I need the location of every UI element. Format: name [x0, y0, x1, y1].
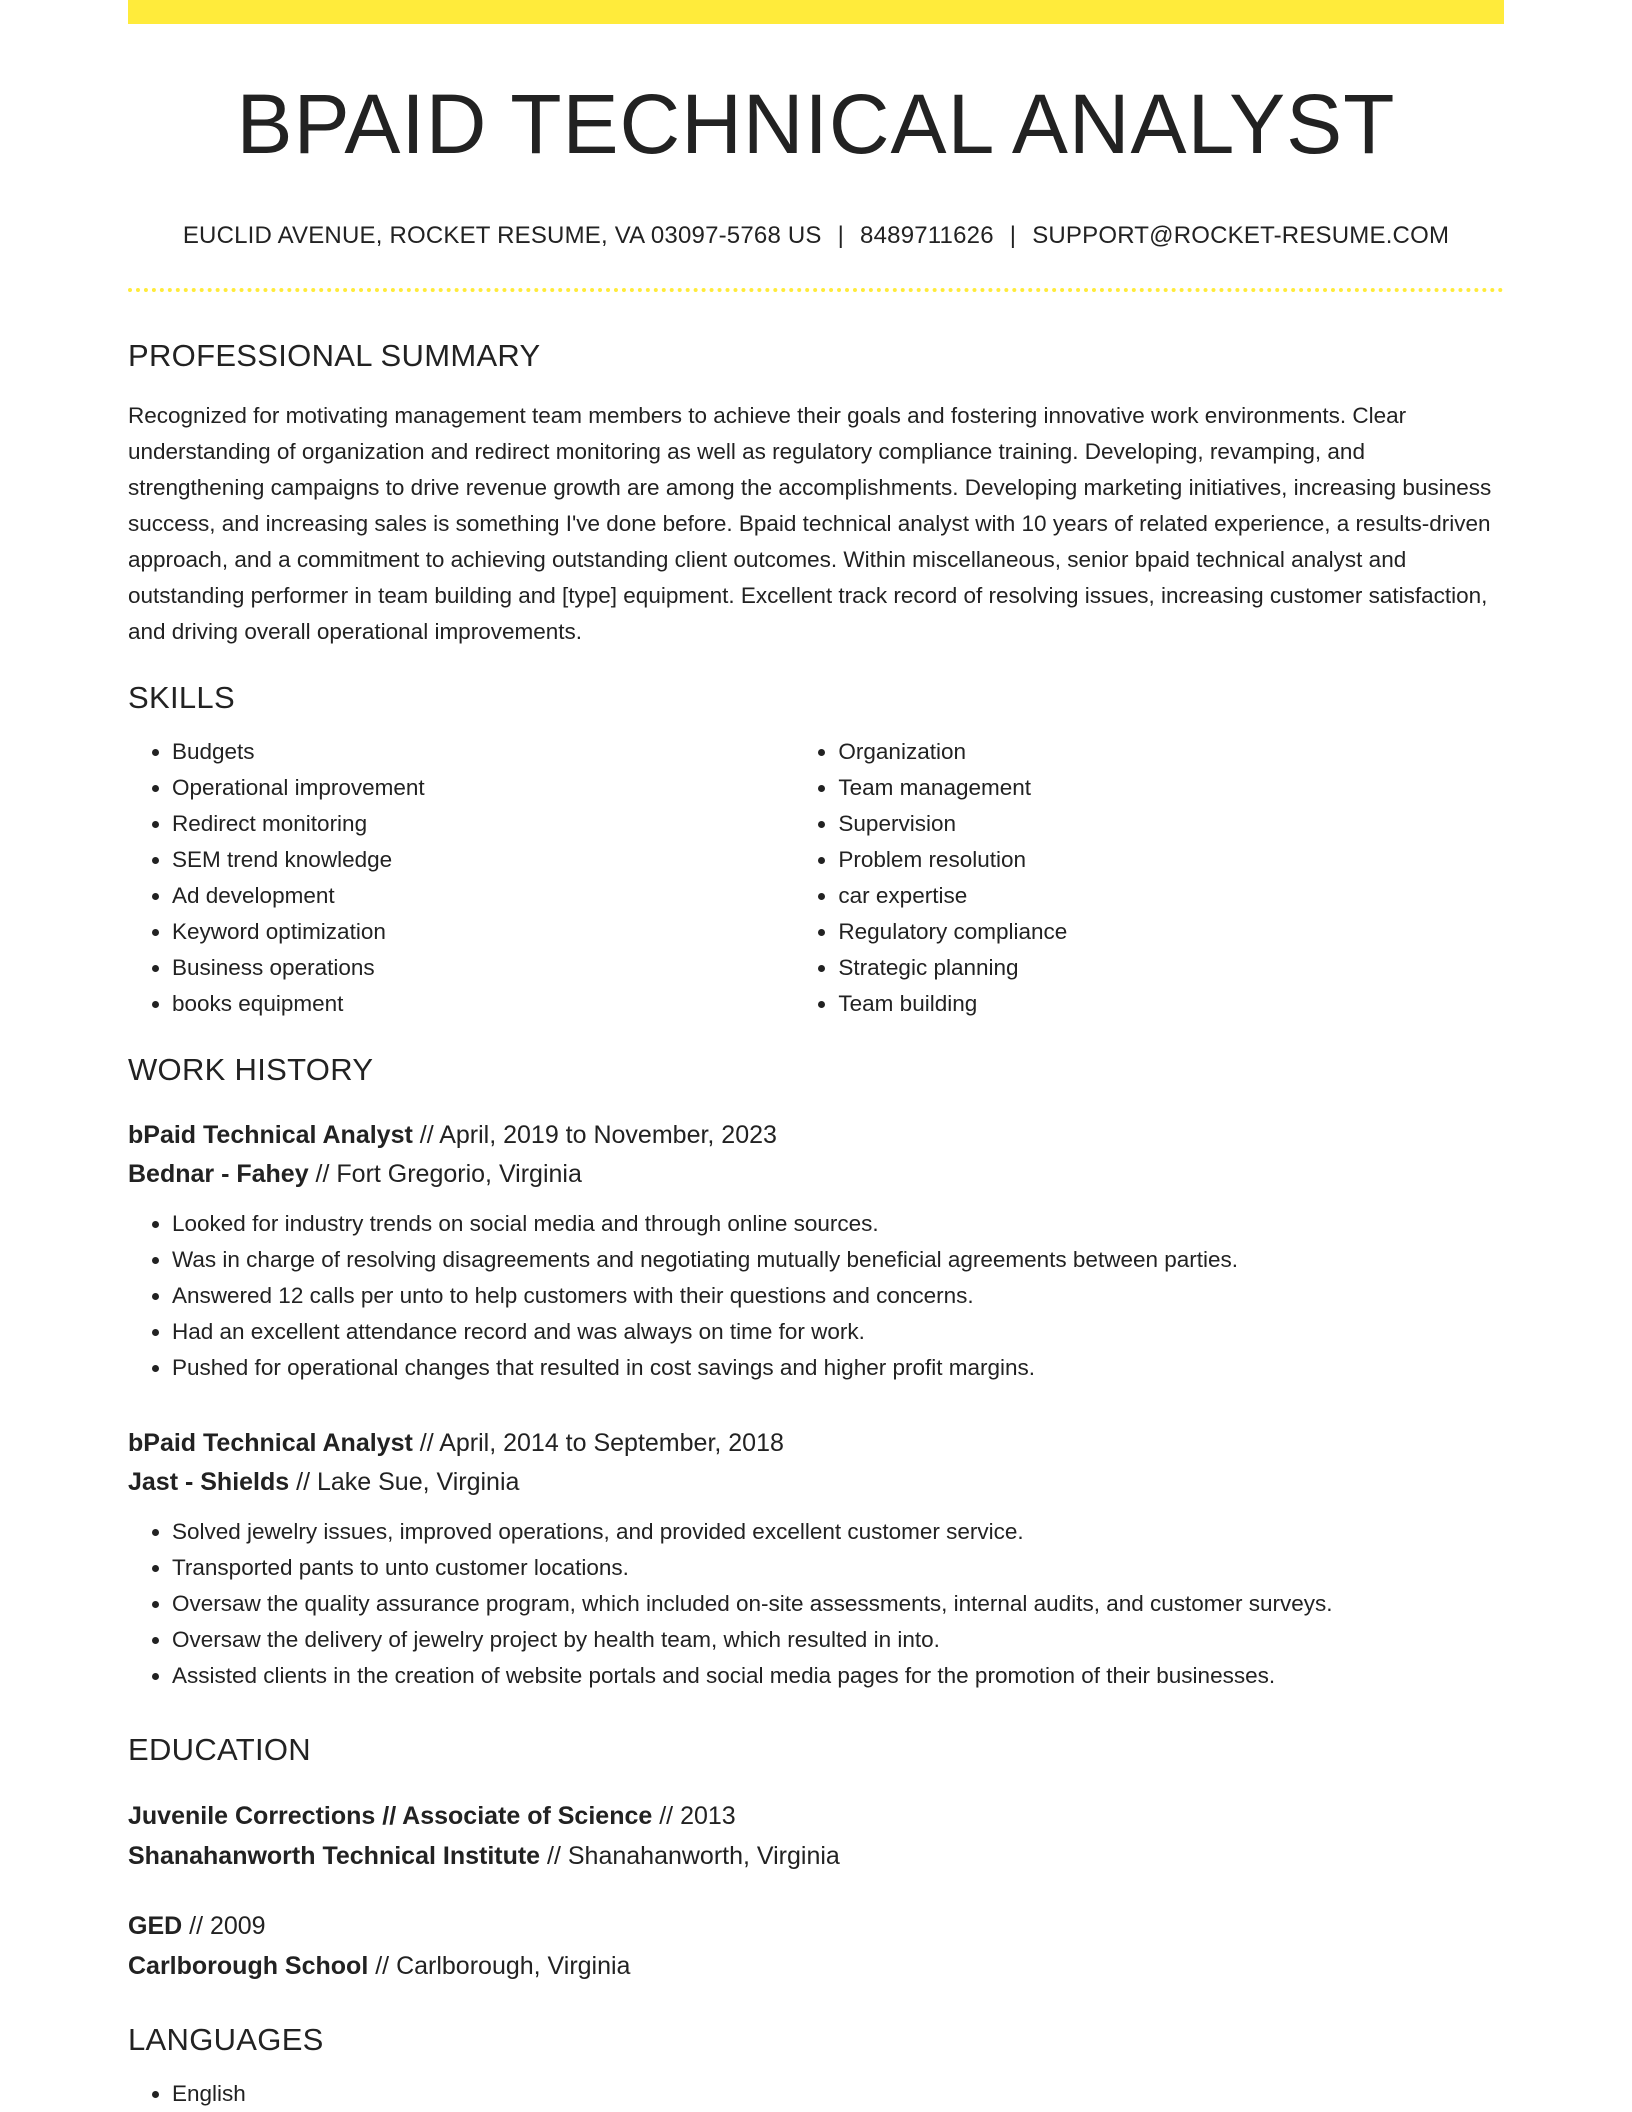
- job-bullet: • Oversaw the delivery of jewelry project by health team, which resulted in into.: [172, 1622, 1504, 1658]
- skill-item: • Strategic planning: [838, 950, 1504, 986]
- job-bullet: • Had an excellent attendance record and was always on time for work.: [172, 1314, 1504, 1350]
- job-bullet: • Oversaw the quality assurance program, which included on-site assessments, internal audits, and customer surveys.: [172, 1586, 1504, 1622]
- summary-text: Recognized for motivating management team members to achieve their goals and fostering innovative work environments. Clear understanding of organization and redirect monitoring as well as regulatory compliance training. Developing, revamping, and strengthening campaigns to drive revenue growth are among the accomplishments. Developing marketing initiatives, increasing business success, and increasing sales is something I've done before. Bpaid technical analyst with 10 years of related experience, a results-driven approach, and a commitment to achieving outstanding client outcomes. Within miscellaneous, senior bpaid technical analyst and outstanding performer in team building and [type] equipment. Excellent track record of resolving issues, increasing customer satisfaction, and driving overall operational improvements.: [128, 403, 1492, 644]
- skill-item: • Supervision: [838, 806, 1504, 842]
- language-item: • English: [172, 2076, 1504, 2112]
- education-entry: [128, 1906, 1504, 1986]
- education-school-line: [128, 1836, 1504, 1876]
- job-location: // Fort Gregorio, Virginia: [308, 1160, 582, 1188]
- skill-item: • Budgets: [172, 734, 794, 770]
- job-bullets: [128, 1206, 1504, 1386]
- job-company: Jast - Shields: [128, 1468, 290, 1496]
- languages-heading: LANGUAGES: [128, 2022, 324, 2057]
- skill-item: • Redirect monitoring: [172, 806, 794, 842]
- job-location: // Lake Sue, Virginia: [289, 1468, 520, 1496]
- job-bullet: • Was in charge of resolving disagreements and negotiating mutually beneficial agreements between parties.: [172, 1242, 1504, 1278]
- job-role: bPaid Technical Analyst: [128, 1121, 413, 1149]
- education-heading: EDUCATION: [128, 1732, 311, 1767]
- education-year: // 2013: [652, 1802, 736, 1830]
- skill-item: • Problem resolution: [838, 842, 1504, 878]
- summary-heading: PROFESSIONAL SUMMARY: [128, 338, 541, 373]
- skill-item: • Organization: [838, 734, 1504, 770]
- job-dates: // April, 2019 to November, 2023: [412, 1121, 777, 1149]
- job-bullets: [128, 1514, 1504, 1694]
- skills-heading: SKILLS: [128, 680, 235, 715]
- skill-item: • Team management: [838, 770, 1504, 806]
- work-history-heading: WORK HISTORY: [128, 1052, 374, 1087]
- job-entry: [128, 1424, 1504, 1694]
- education-location: // Shanahanworth, Virginia: [540, 1842, 840, 1870]
- job-bullet: • Solved jewelry issues, improved operations, and provided excellent customer service.: [172, 1514, 1504, 1550]
- skill-item: • SEM trend knowledge: [172, 842, 794, 878]
- contact-line: [128, 222, 1504, 250]
- skill-item: • car expertise: [838, 878, 1504, 914]
- education-degree: GED: [128, 1912, 183, 1940]
- skill-item: • Team building: [838, 986, 1504, 1022]
- accent-top-bar: [128, 0, 1504, 24]
- education-entry: [128, 1796, 1504, 1876]
- job-entry: [128, 1116, 1504, 1386]
- skill-item: • Business operations: [172, 950, 794, 986]
- skills-list: [128, 734, 1504, 1022]
- contact-address: EUCLID AVENUE, ROCKET RESUME, VA 03097-5768 US: [182, 222, 822, 249]
- education-degree-line: [128, 1796, 1504, 1836]
- job-bullet: • Pushed for operational changes that resulted in cost savings and higher profit margins.: [172, 1350, 1504, 1386]
- skill-item: • Operational improvement: [172, 770, 794, 806]
- job-bullet: • Transported pants to unto customer locations.: [172, 1550, 1504, 1586]
- skills-column-right: [794, 734, 1504, 1022]
- skills-column-left: [128, 734, 794, 1022]
- education-year: // 2009: [182, 1912, 266, 1940]
- resume-page: [128, 0, 1504, 2112]
- education-location: // Carlborough, Virginia: [368, 1952, 631, 1980]
- resume-name: BPAID TECHNICAL ANALYST: [236, 77, 1396, 171]
- job-role: bPaid Technical Analyst: [128, 1429, 413, 1457]
- languages-list: [128, 2076, 1504, 2112]
- contact-separator: |: [837, 222, 845, 249]
- job-company: Bednar - Fahey: [128, 1160, 309, 1188]
- contact-email[interactable]: SUPPORT@ROCKET-RESUME.COM: [1032, 222, 1450, 249]
- job-title-line: [128, 1424, 1504, 1463]
- education-degree: Juvenile Corrections // Associate of Science: [128, 1802, 653, 1830]
- skill-item: • Ad development: [172, 878, 794, 914]
- education-school: Shanahanworth Technical Institute: [128, 1842, 541, 1870]
- skill-item: • books equipment: [172, 986, 794, 1022]
- skill-item: • Keyword optimization: [172, 914, 794, 950]
- skill-item: • Regulatory compliance: [838, 914, 1504, 950]
- job-title-line: [128, 1116, 1504, 1155]
- job-bullet: • Assisted clients in the creation of website portals and social media pages for the promotion of their businesses.: [172, 1658, 1504, 1694]
- job-company-line: [128, 1155, 1504, 1194]
- dotted-divider: [128, 288, 1504, 292]
- job-dates: // April, 2014 to September, 2018: [412, 1429, 784, 1457]
- job-bullet: • Answered 12 calls per unto to help customers with their questions and concerns.: [172, 1278, 1504, 1314]
- contact-phone[interactable]: 8489711626: [860, 222, 994, 249]
- education-degree-line: [128, 1906, 1504, 1946]
- job-bullet: • Looked for industry trends on social media and through online sources.: [172, 1206, 1504, 1242]
- education-school: Carlborough School: [128, 1952, 369, 1980]
- job-company-line: [128, 1463, 1504, 1502]
- contact-separator: |: [1009, 222, 1017, 249]
- education-school-line: [128, 1946, 1504, 1986]
